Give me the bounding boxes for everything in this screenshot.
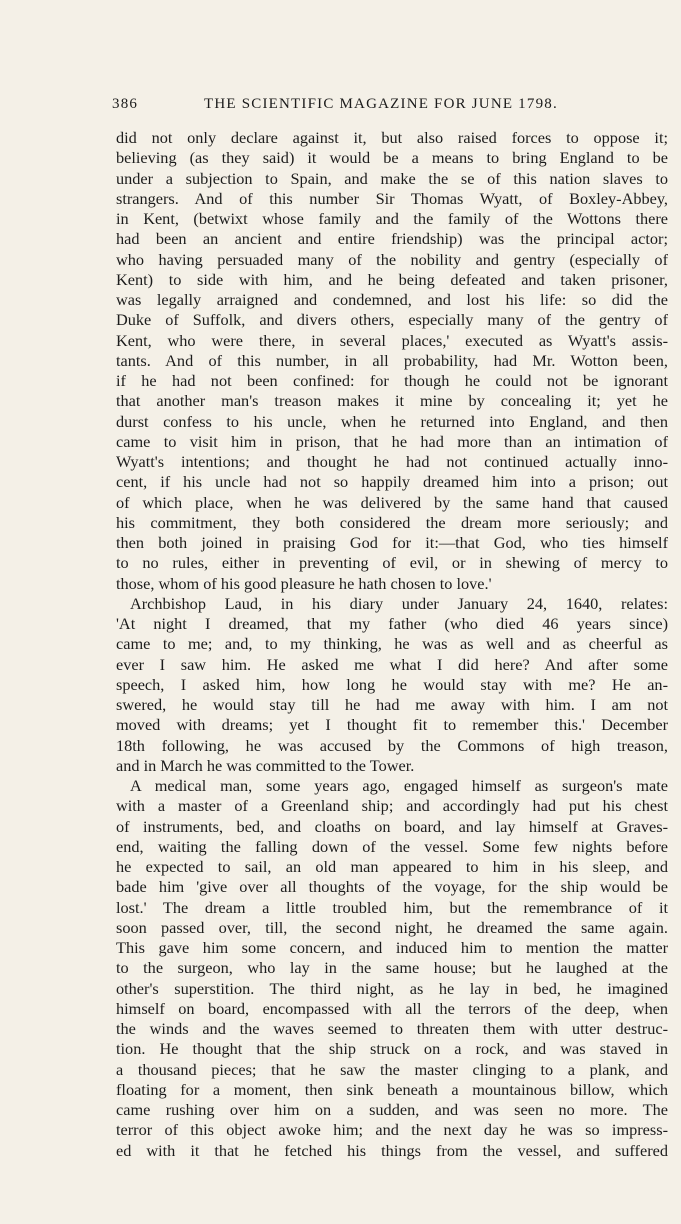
- text-line: tion. He thought that the ship struck on a rock, and was staved in: [116, 1039, 668, 1059]
- text-line: Archbishop Laud, in his diary under January 24, 1640, relates:: [130, 593, 668, 613]
- text-line: moved with dreams; yet I thought fit to remember this.' December: [116, 715, 668, 735]
- text-line: floating for a moment, then sink beneath a mountainous billow, which: [116, 1079, 668, 1099]
- text-line: tants. And of this number, in all probability, had Mr. Wotton been,: [116, 350, 668, 370]
- text-line: had been an ancient and entire friendship) was the principal actor;: [116, 229, 668, 249]
- text-line: came to me; and, to my thinking, he was as well and as cheerful as: [116, 634, 668, 654]
- text-line: believing (as they said) it would be a means to bring England to be: [116, 148, 668, 168]
- text-line: end, waiting the falling down of the vessel. Some few nights before: [116, 836, 668, 856]
- text-line: then both joined in praising God for it:—that God, who ties himself: [116, 533, 668, 552]
- text-line: to no rules, either in preventing of evil, or in shewing of mercy to: [116, 553, 668, 573]
- body-text: [116, 128, 668, 1161]
- text-line: was legally arraigned and condemned, and lost his life: so did the: [116, 290, 668, 309]
- text-line: came rushing over him on a sudden, and was seen no more. The: [116, 1100, 668, 1119]
- text-line: Kent) to side with him, and he being defeated and taken prisoner,: [116, 269, 668, 289]
- text-line: he expected to sail, an old man appeared to him in his sleep, and: [116, 857, 668, 876]
- text-line: who having persuaded many of the nobility and gentry (especially of: [116, 249, 668, 269]
- running-title: THE SCIENTIFIC MAGAZINE FOR JUNE 1798.: [204, 96, 558, 112]
- text-line: bade him 'give over all thoughts of the voyage, for the ship would be: [116, 877, 668, 897]
- text-line: Wyatt's intentions; and thought he had not continued actually inno-: [116, 452, 668, 471]
- text-line: soon passed over, till, the second night, he dreamed the same again.: [116, 917, 668, 937]
- text-line: other's superstition. The third night, as he lay in bed, he imagined: [116, 978, 668, 998]
- text-line: his commitment, they both considered the dream more seriously; and: [116, 512, 668, 532]
- page-number: 386: [112, 96, 139, 112]
- text-line: A medical man, some years ago, engaged himself as surgeon's mate: [130, 776, 668, 795]
- text-line: ed with it that he fetched his things from the vessel, and suffered: [116, 1140, 668, 1160]
- text-line: and in March he was committed to the Tower.: [116, 755, 415, 775]
- running-head: [112, 96, 612, 116]
- text-line: with a master of a Greenland ship; and accordingly had put his chest: [116, 796, 668, 816]
- text-line: cent, if his uncle had not so happily dreamed him into a prison; out: [116, 472, 668, 492]
- text-line: those, whom of his good pleasure he hath chosen to love.': [116, 573, 492, 593]
- text-line: the winds and the waves seemed to threaten them with utter destruc-: [116, 1019, 668, 1038]
- text-line: that another man's treason makes it mine by concealing it; yet he: [116, 391, 668, 411]
- text-line: This gave him some concern, and induced him to mention the matter: [116, 938, 668, 957]
- text-line: speech, I asked him, how long he would stay with me? He an-: [116, 674, 668, 694]
- text-line: Duke of Suffolk, and divers others, especially many of the gentry of: [116, 310, 668, 330]
- text-line: did not only declare against it, but also raised forces to oppose it;: [116, 128, 668, 147]
- text-line: Kent, who were there, in several places,' executed as Wyatt's assis-: [116, 330, 668, 350]
- text-line: in Kent, (betwixt whose family and the family of the Wottons there: [116, 209, 668, 228]
- text-line: came to visit him in prison, that he had more than an intimation of: [116, 431, 668, 451]
- text-line: himself on board, encompassed with all the terrors of the deep, when: [116, 998, 668, 1018]
- text-line: to the surgeon, who lay in the same house; but he laughed at the: [116, 958, 668, 978]
- text-line: durst confess to his uncle, when he returned into England, and then: [116, 411, 668, 431]
- text-line: 'At night I dreamed, that my father (who died 46 years since): [116, 614, 668, 633]
- text-line: swered, he would stay till he had me away with him. I am not: [116, 695, 668, 714]
- text-line: a thousand pieces; that he saw the master clinging to a plank, and: [116, 1059, 668, 1079]
- text-line: lost.' The dream a little troubled him, but the remembrance of it: [116, 897, 668, 917]
- text-line: 18th following, he was accused by the Commons of high treason,: [116, 735, 668, 755]
- text-line: of which place, when he was delivered by the same hand that caused: [116, 492, 668, 512]
- text-line: strangers. And of this number Sir Thomas Wyatt, of Boxley-Abbey,: [116, 188, 668, 208]
- text-line: if he had not been confined: for though he could not be ignorant: [116, 371, 668, 390]
- text-line: terror of this object awoke him; and the next day he was so impress-: [116, 1120, 668, 1140]
- text-line: under a subjection to Spain, and make the se of this nation slaves to: [116, 168, 668, 188]
- text-line: ever I saw him. He asked me what I did here? And after some: [116, 654, 668, 674]
- text-line: of instruments, bed, and cloaths on board, and lay himself at Graves-: [116, 816, 668, 836]
